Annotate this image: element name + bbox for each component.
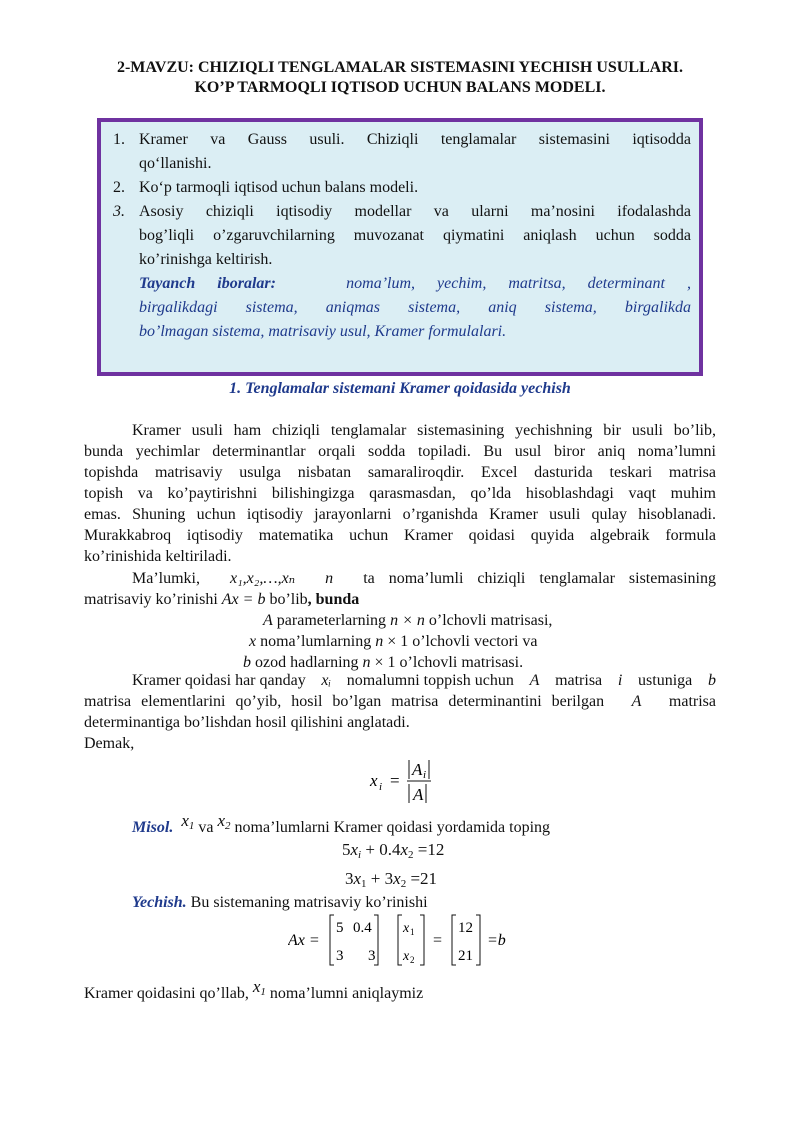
matrix-a11: 5 (336, 920, 344, 936)
intro-paragraph (84, 420, 716, 567)
title-line-1: 2-MAVZU: CHIZIQLI TENGLAMALAR SISTEMASINI YECHISH USULLARI. (116, 59, 684, 76)
matrix-lhs: Ax = (288, 932, 320, 949)
misol-x1 (181, 811, 194, 830)
last-x1 (253, 977, 266, 996)
topics-box (97, 118, 703, 376)
def-symbol: x (249, 633, 257, 650)
def-symbol: b (243, 654, 251, 671)
topic-item-1 (113, 128, 691, 176)
malumki-lead: Ma’lumki, (132, 570, 200, 587)
keywords-text: noma’lum, yechim, matritsa, determinant , (346, 275, 691, 292)
vector-x2: x (403, 949, 410, 964)
intro-line: emas. Shuning uchun iqtisodiy jarayonlarni o’rganishda Kramer usuli qulay hisoblanadi. (84, 506, 716, 523)
kramer-line-2 (84, 691, 716, 712)
matrix-equals: = (433, 932, 443, 949)
def-symbol: A (263, 612, 273, 629)
topics-list (113, 128, 691, 344)
title-line-2: KO’P TARMOQLI IQTISOD UCHUN BALANS MODELI. (194, 79, 606, 96)
kramer-text: matrisa (668, 693, 716, 710)
malumki-line-1 (84, 568, 716, 589)
matrix-rhs: =b (487, 932, 506, 949)
intro-line: bunda yechimlar determinantlar orqali sodda topiladi. Bu usul biror aniq noma’lumni (84, 443, 716, 460)
vector-x1: x (403, 921, 410, 936)
definitions (243, 610, 552, 673)
def-dim: n (362, 654, 371, 671)
vector-x-right-bracket (420, 915, 424, 965)
equation-2: $3x_1 + 3x_2 =21$ (345, 869, 438, 890)
topic-item-2 (113, 176, 691, 200)
keywords-line-2: birgalikdagi sistema, aniqmas sistema, aniq sistema, birgalikda (139, 299, 691, 316)
malumki-line-2 (84, 589, 716, 610)
matrix-a12: 0.4 (353, 920, 372, 936)
kramer-b: b (707, 672, 716, 689)
intro-line: topish va ko’paytirishni bilishingizga qarasmasdan, qo’lda hisoblashdagi vaqt muhim (84, 485, 716, 502)
keywords-line-3: bo’lmagan sistema, matrisaviy usul, Kramer formulalari. (139, 323, 507, 340)
topic-text (139, 128, 691, 176)
definition-a (243, 610, 552, 631)
matrix-a22: 3 (368, 948, 376, 964)
vector-b2: 21 (458, 948, 473, 964)
misol-x1-var: x (181, 811, 189, 830)
yechish-label: Yechish. (132, 894, 187, 911)
last-text: Kramer qoidasini qo’llab, (84, 985, 253, 1002)
keywords-line-1 (139, 272, 691, 296)
misol-line (132, 811, 551, 838)
topic-item-3 (113, 200, 691, 272)
malumki-rest: ta noma’lumli chiziqli tenglamalar sistemasining (363, 570, 716, 587)
topic-text-line: qo‘llanishi. (139, 155, 212, 172)
malumki-equation: Ax = b (221, 591, 266, 608)
intro-line: topishda matrisaviy usulga nisbatan samaraliroqdir. Excel dasturida teskari matrisa (84, 464, 716, 481)
formula-eq: = (390, 771, 400, 790)
def-text: ozod hadlarning (251, 654, 363, 671)
misol-x2-var: x (217, 811, 226, 830)
vector-b-left-bracket (452, 915, 456, 965)
kramer-A: A (631, 693, 642, 710)
matrix-a21: 3 (336, 948, 344, 964)
def-dim: n × n (390, 612, 425, 629)
last-x1-var: x (252, 977, 261, 996)
kramer-text: Kramer qoidasi har qanday (132, 672, 306, 689)
topic-text-line: bog’liqli o’zgaruvchilarning muvozanat qiymatini aniqlash uchun sodda (139, 227, 691, 244)
topic-text-line: ko’rinishga keltirish. (139, 251, 273, 268)
def-text: × 1 o’lchovli matrisasi. (370, 654, 524, 671)
def-text: o’lchovli matrisasi, (424, 612, 553, 629)
last-text: noma’lumni aniqlaymiz (265, 985, 424, 1002)
kramer-text: nomalumni toppish uchun (346, 672, 514, 689)
misol-x2 (218, 811, 231, 830)
topic-number: 1. (113, 131, 125, 148)
malumki-text: bo’lib (265, 591, 308, 608)
topic-number: 2. (113, 179, 125, 196)
malumki-vars: x₁,x₂,…,xₙ (230, 570, 296, 587)
kramer-line-3: determinantiga bo’lishdan hosil qilishini anglatadi. (84, 714, 410, 731)
kramer-line-1 (84, 670, 716, 691)
def-text: noma’lumlarning (256, 633, 376, 650)
misol-label: Misol. (132, 819, 174, 836)
misol-rest: noma’lumlarni Kramer qoidasi yordamida toping (230, 819, 551, 836)
yechish-line (132, 893, 428, 913)
malumki-n: n (325, 570, 334, 587)
kramer-A: A (529, 672, 540, 689)
intro-line: Kramer usuli ham chiziqli tenglamalar sistemasining yechishning bir usuli bo’lib, (132, 422, 716, 439)
vector-x-left-bracket (398, 915, 402, 965)
kramer-xi: xᵢ (321, 672, 332, 689)
malumki-paragraph (84, 568, 716, 610)
topic-text (139, 200, 691, 272)
topic-text-line: Kramer va Gauss usuli. Chiziqli tenglamalar sistemasini iqtisodda (139, 131, 691, 148)
intro-line: Murakkabroq iqtisodiy matematika uchun Kramer qoidasi quyida algebraik formula (84, 527, 716, 544)
last-line (84, 977, 424, 1004)
kramer-text: matrisa (555, 672, 603, 689)
formula-num-sub: i (423, 769, 427, 781)
misol-x1-sub: 1 (188, 820, 195, 832)
kramer-text: matrisa elementlarini qo’yib, hosil bo’lgan matrisa determinantini berilgan (84, 693, 605, 710)
topic-number: 3. (113, 203, 125, 220)
malumki-text: matrisaviy ko’rinishi (84, 591, 222, 608)
matrix-equation (288, 912, 528, 968)
def-text: parameterlarning (272, 612, 391, 629)
malumki-text: , bunda (307, 591, 360, 608)
kramer-formula (368, 757, 448, 807)
keywords-block (139, 272, 691, 344)
keywords-label: Tayanch iboralar: (139, 275, 276, 292)
misol-x2-sub: 2 (225, 820, 231, 832)
formula-den: A (413, 785, 424, 804)
matrix-a-left-bracket (330, 915, 334, 965)
kramer-rule-paragraph (84, 670, 716, 754)
vector-b-right-bracket (476, 915, 480, 965)
misol-va: va (194, 819, 218, 836)
vector-x2-sub: 2 (410, 955, 415, 965)
yechish-rest: Bu sistemaning matrisaviy ko’rinishi (186, 894, 428, 911)
kramer-text: ustuniga (638, 672, 693, 689)
intro-line: ko’rinishida keltiriladi. (84, 548, 232, 565)
vector-b1: 12 (458, 920, 473, 936)
page-title (80, 58, 720, 98)
def-text: × 1 o’lchovli vectori va (383, 633, 538, 650)
def-dim: n (375, 633, 384, 650)
section-heading: 1. Tenglamalar sistemani Kramer qoidasida yechish (229, 380, 571, 397)
definition-x (243, 631, 552, 652)
formula-lhs-sub: i (379, 781, 383, 793)
formula-lhs: x (370, 771, 378, 790)
equation-1: $5x_i + 0.4x_2 =12$ (342, 840, 445, 861)
kramer-i: i (617, 672, 623, 689)
formula-num: A (412, 760, 423, 779)
topic-text: Ko‘p tarmoqli iqtisod uchun balans modeli. (139, 179, 419, 196)
demak-text: Demak, (84, 735, 135, 752)
topic-text-line: Asosiy chiziqli iqtisodiy modellar va ularni ma’nosini ifodalashda (139, 203, 691, 220)
last-x1-sub: 1 (260, 986, 266, 998)
vector-x1-sub: 1 (410, 927, 415, 937)
